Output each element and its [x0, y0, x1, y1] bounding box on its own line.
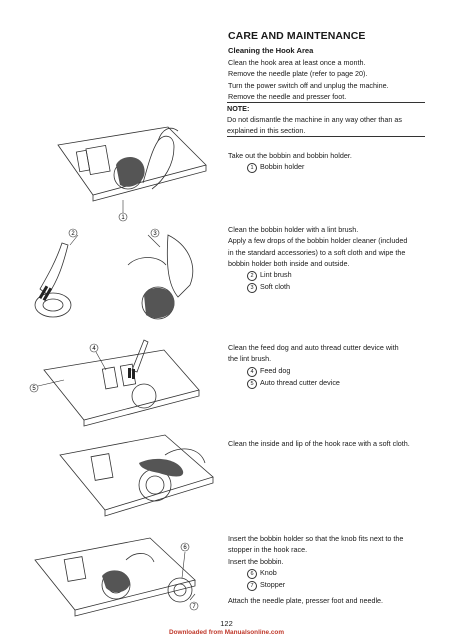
callout-number: 2	[71, 231, 75, 237]
step-text: stopper in the hook race.	[228, 545, 308, 555]
step-text: Clean the bobbin holder with a lint brush.	[228, 225, 359, 234]
legend-label: Soft cloth	[260, 282, 290, 292]
legend-label: Auto thread cutter device	[260, 377, 340, 387]
page-title: CARE AND MAINTENANCE	[228, 30, 366, 42]
note-line: Do not dismantle the machine in any way other than as	[227, 115, 402, 124]
note-top-rule	[227, 102, 425, 103]
intro-line: Remove the needle and presser foot.	[228, 91, 347, 101]
legend-item	[228, 365, 399, 377]
intro-line: Clean the hook area at least once a month.	[228, 58, 366, 67]
callout-number: 6	[247, 569, 257, 579]
legend-label: Lint brush	[260, 270, 292, 280]
legend-label: Feed dog	[260, 365, 291, 375]
step-text: Insert the bobbin.	[228, 556, 284, 566]
step-text: Take out the bobbin and bobbin holder.	[228, 151, 352, 160]
illustration-clean-feed-dog	[24, 330, 204, 435]
step-text: the lint brush.	[228, 354, 272, 364]
step-text: Attach the needle plate, presser foot and needle.	[228, 596, 384, 605]
callout-number: 7	[192, 604, 196, 610]
legend-label: Bobbin holder	[260, 162, 305, 172]
step-4	[228, 438, 410, 449]
intro-line: Turn the power switch off and unplug the machine.	[228, 80, 389, 90]
callout-number: 7	[247, 581, 257, 591]
step-text: Apply a few drops of the bobbin holder cleaner (included	[228, 236, 408, 246]
step-text: Clean the inside and lip of the hook race with a soft cloth.	[228, 439, 410, 448]
callout-number: 3	[247, 283, 257, 293]
step-text: bobbin holder both inside and outside.	[228, 258, 350, 268]
step-text: Insert the bobbin holder so that the knob fits next to the	[228, 534, 404, 543]
legend-item	[228, 579, 403, 591]
note-title: NOTE:	[227, 104, 250, 113]
callout-number: 6	[183, 545, 187, 551]
step-3	[228, 342, 399, 389]
callout-number: 1	[121, 215, 125, 221]
callout-number: 1	[247, 163, 257, 173]
callout-number: 4	[247, 367, 257, 377]
intro-text	[228, 57, 389, 102]
note-line: explained in this section.	[227, 126, 306, 136]
illustration-remove-bobbin-holder	[48, 125, 208, 225]
legend-item	[228, 567, 403, 579]
step-2	[228, 224, 407, 293]
illustration-clean-hook-race	[55, 425, 215, 525]
callout-number: 3	[153, 231, 157, 237]
illustration-insert-bobbin-holder	[30, 530, 210, 618]
legend-item	[228, 161, 352, 173]
step-text: Clean the feed dog and auto thread cutter device with	[228, 343, 399, 352]
callout-number: 5	[247, 379, 257, 389]
legend-item	[228, 377, 399, 389]
callout-number: 2	[247, 271, 257, 281]
note-box	[227, 104, 425, 137]
step-5	[228, 533, 403, 591]
legend-label: Knob	[260, 567, 277, 577]
legend-item	[228, 281, 407, 293]
intro-line: Remove the needle plate (refer to page 20).	[228, 69, 368, 79]
section-heading: Cleaning the Hook Area	[228, 46, 314, 55]
download-footer-link[interactable]: Downloaded from Manualsonline.com	[168, 629, 285, 636]
note-bottom-rule	[227, 136, 425, 137]
illustration-clean-bobbin-holder	[18, 225, 218, 335]
step-6	[228, 595, 383, 606]
step-text: in the standard accessories) to a soft cloth and wipe the	[228, 247, 406, 257]
legend-label: Stopper	[260, 579, 286, 589]
callout-number: 5	[32, 386, 36, 392]
legend-item	[228, 269, 407, 281]
callout-number: 4	[92, 346, 96, 352]
step-1	[228, 150, 352, 173]
page-number: 122	[220, 619, 233, 628]
